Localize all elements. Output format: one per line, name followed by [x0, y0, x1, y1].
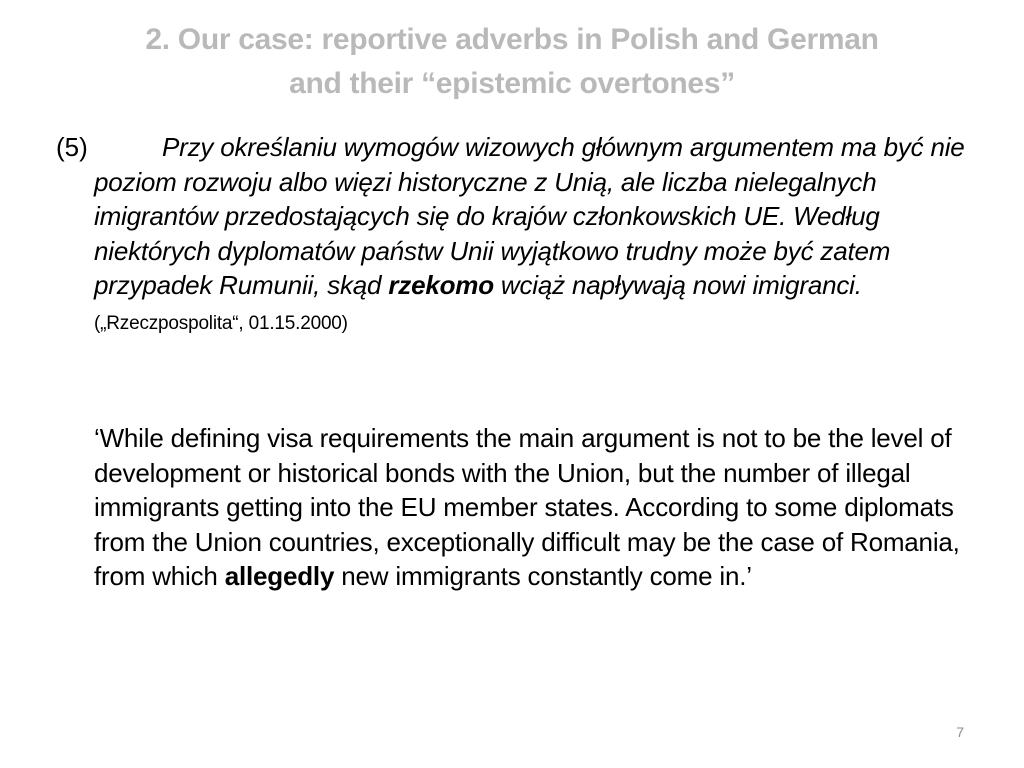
example-number: (5): [56, 132, 88, 162]
slide-title: [40, 18, 984, 106]
citation: („Rzeczpospolita“, 01.15.2000): [94, 312, 348, 334]
slide-title-line-1: 2. Our case: reportive adverbs in Polish and German: [145, 23, 879, 56]
english-text-after: new immigrants constantly come in.’: [341, 561, 752, 591]
polish-text-before: Przy określaniu wymogów wizowych głównym argumentem ma być nie poziom rozwoju albo więzi historyczne z Unią, ale liczba nielegalnych imigrantów przedostających się do krajów członkowskich UE. Według niektórych dyplomatów państw Unii wyjątkowo trudny może być zatem przypadek Rumunii, skąd: [94, 132, 965, 300]
polish-reportive-adverb: rzekomo: [388, 270, 494, 300]
english-reportive-adverb: allegedly: [224, 561, 335, 591]
polish-example: [94, 130, 974, 341]
english-translation: [94, 421, 974, 594]
english-text-before: ‘While defining visa requirements the main argument is not to be the level of development or historical bonds with the Union, but the number of illegal immigrants getting into the EU member states. According to some diplomats from the Union countries, exceptionally difficult may be the case of Romania, from which: [94, 423, 960, 591]
polish-text-after: wciąż napływają nowi imigranci.: [500, 270, 862, 300]
page-number: 7: [956, 724, 964, 740]
slide-title-line-2: and their “epistemic overtones”: [289, 67, 735, 100]
